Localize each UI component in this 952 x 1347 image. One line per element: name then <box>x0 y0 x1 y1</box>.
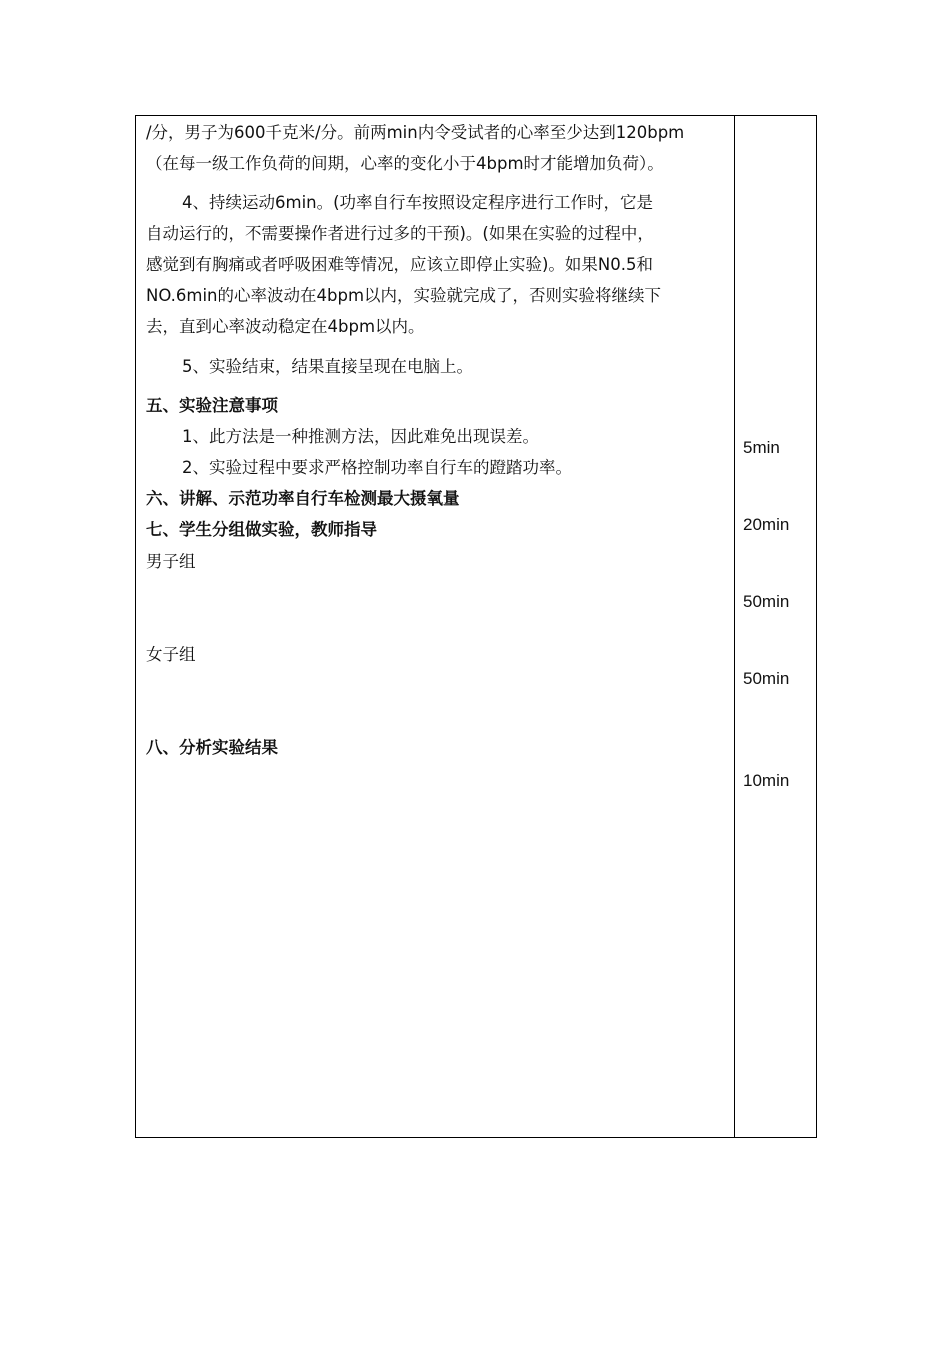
step-5-line: 5、实验结束，结果直接呈现在电脑上。 <box>182 357 473 376</box>
section-heading: 七、学生分组做实验，教师指导 <box>146 520 377 539</box>
time-allocation: 10min <box>743 771 790 790</box>
text-line: 感觉到有胸痛或者呼吸困难等情况，应该立即停止实验)。如果N0.5和 <box>146 255 654 274</box>
list-item: 2、实验过程中要求严格控制功率自行车的蹬踏功率。 <box>182 458 572 477</box>
time-allocation: 5min <box>743 438 780 457</box>
text-line: （在每一级工作负荷的间期，心率的变化小于4bpm时才能增加负荷）。 <box>146 154 664 173</box>
text-line: 去，直到心率波动稳定在4bpm以内。 <box>146 317 425 336</box>
text-line: 自动运行的，不需要操作者进行过多的干预)。(如果在实验的过程中， <box>146 224 654 243</box>
group-label-female: 女子组 <box>146 645 196 664</box>
step-4-line: 4、持续运动6min。(功率自行车按照设定程序进行工作时，它是 <box>182 193 654 212</box>
section-heading: 六、讲解、示范功率自行车检测最大摄氧量 <box>146 489 460 508</box>
text-line: /分，男子为600千克米/分。前两min内令受试者的心率至少达到120bpm <box>146 123 685 142</box>
column-divider <box>734 116 735 1137</box>
lesson-plan-table <box>135 115 817 1138</box>
time-allocation: 20min <box>743 515 790 534</box>
time-allocation: 50min <box>743 669 790 688</box>
section-heading: 五、实验注意事项 <box>146 396 278 415</box>
text-line: NO.6min的心率波动在4bpm以内，实验就完成了，否则实验将继续下 <box>146 286 662 305</box>
section-heading: 八、分析实验结果 <box>146 738 278 757</box>
group-label-male: 男子组 <box>146 552 196 571</box>
list-item: 1、此方法是一种推测方法，因此难免出现误差。 <box>182 427 539 446</box>
time-allocation: 50min <box>743 592 790 611</box>
